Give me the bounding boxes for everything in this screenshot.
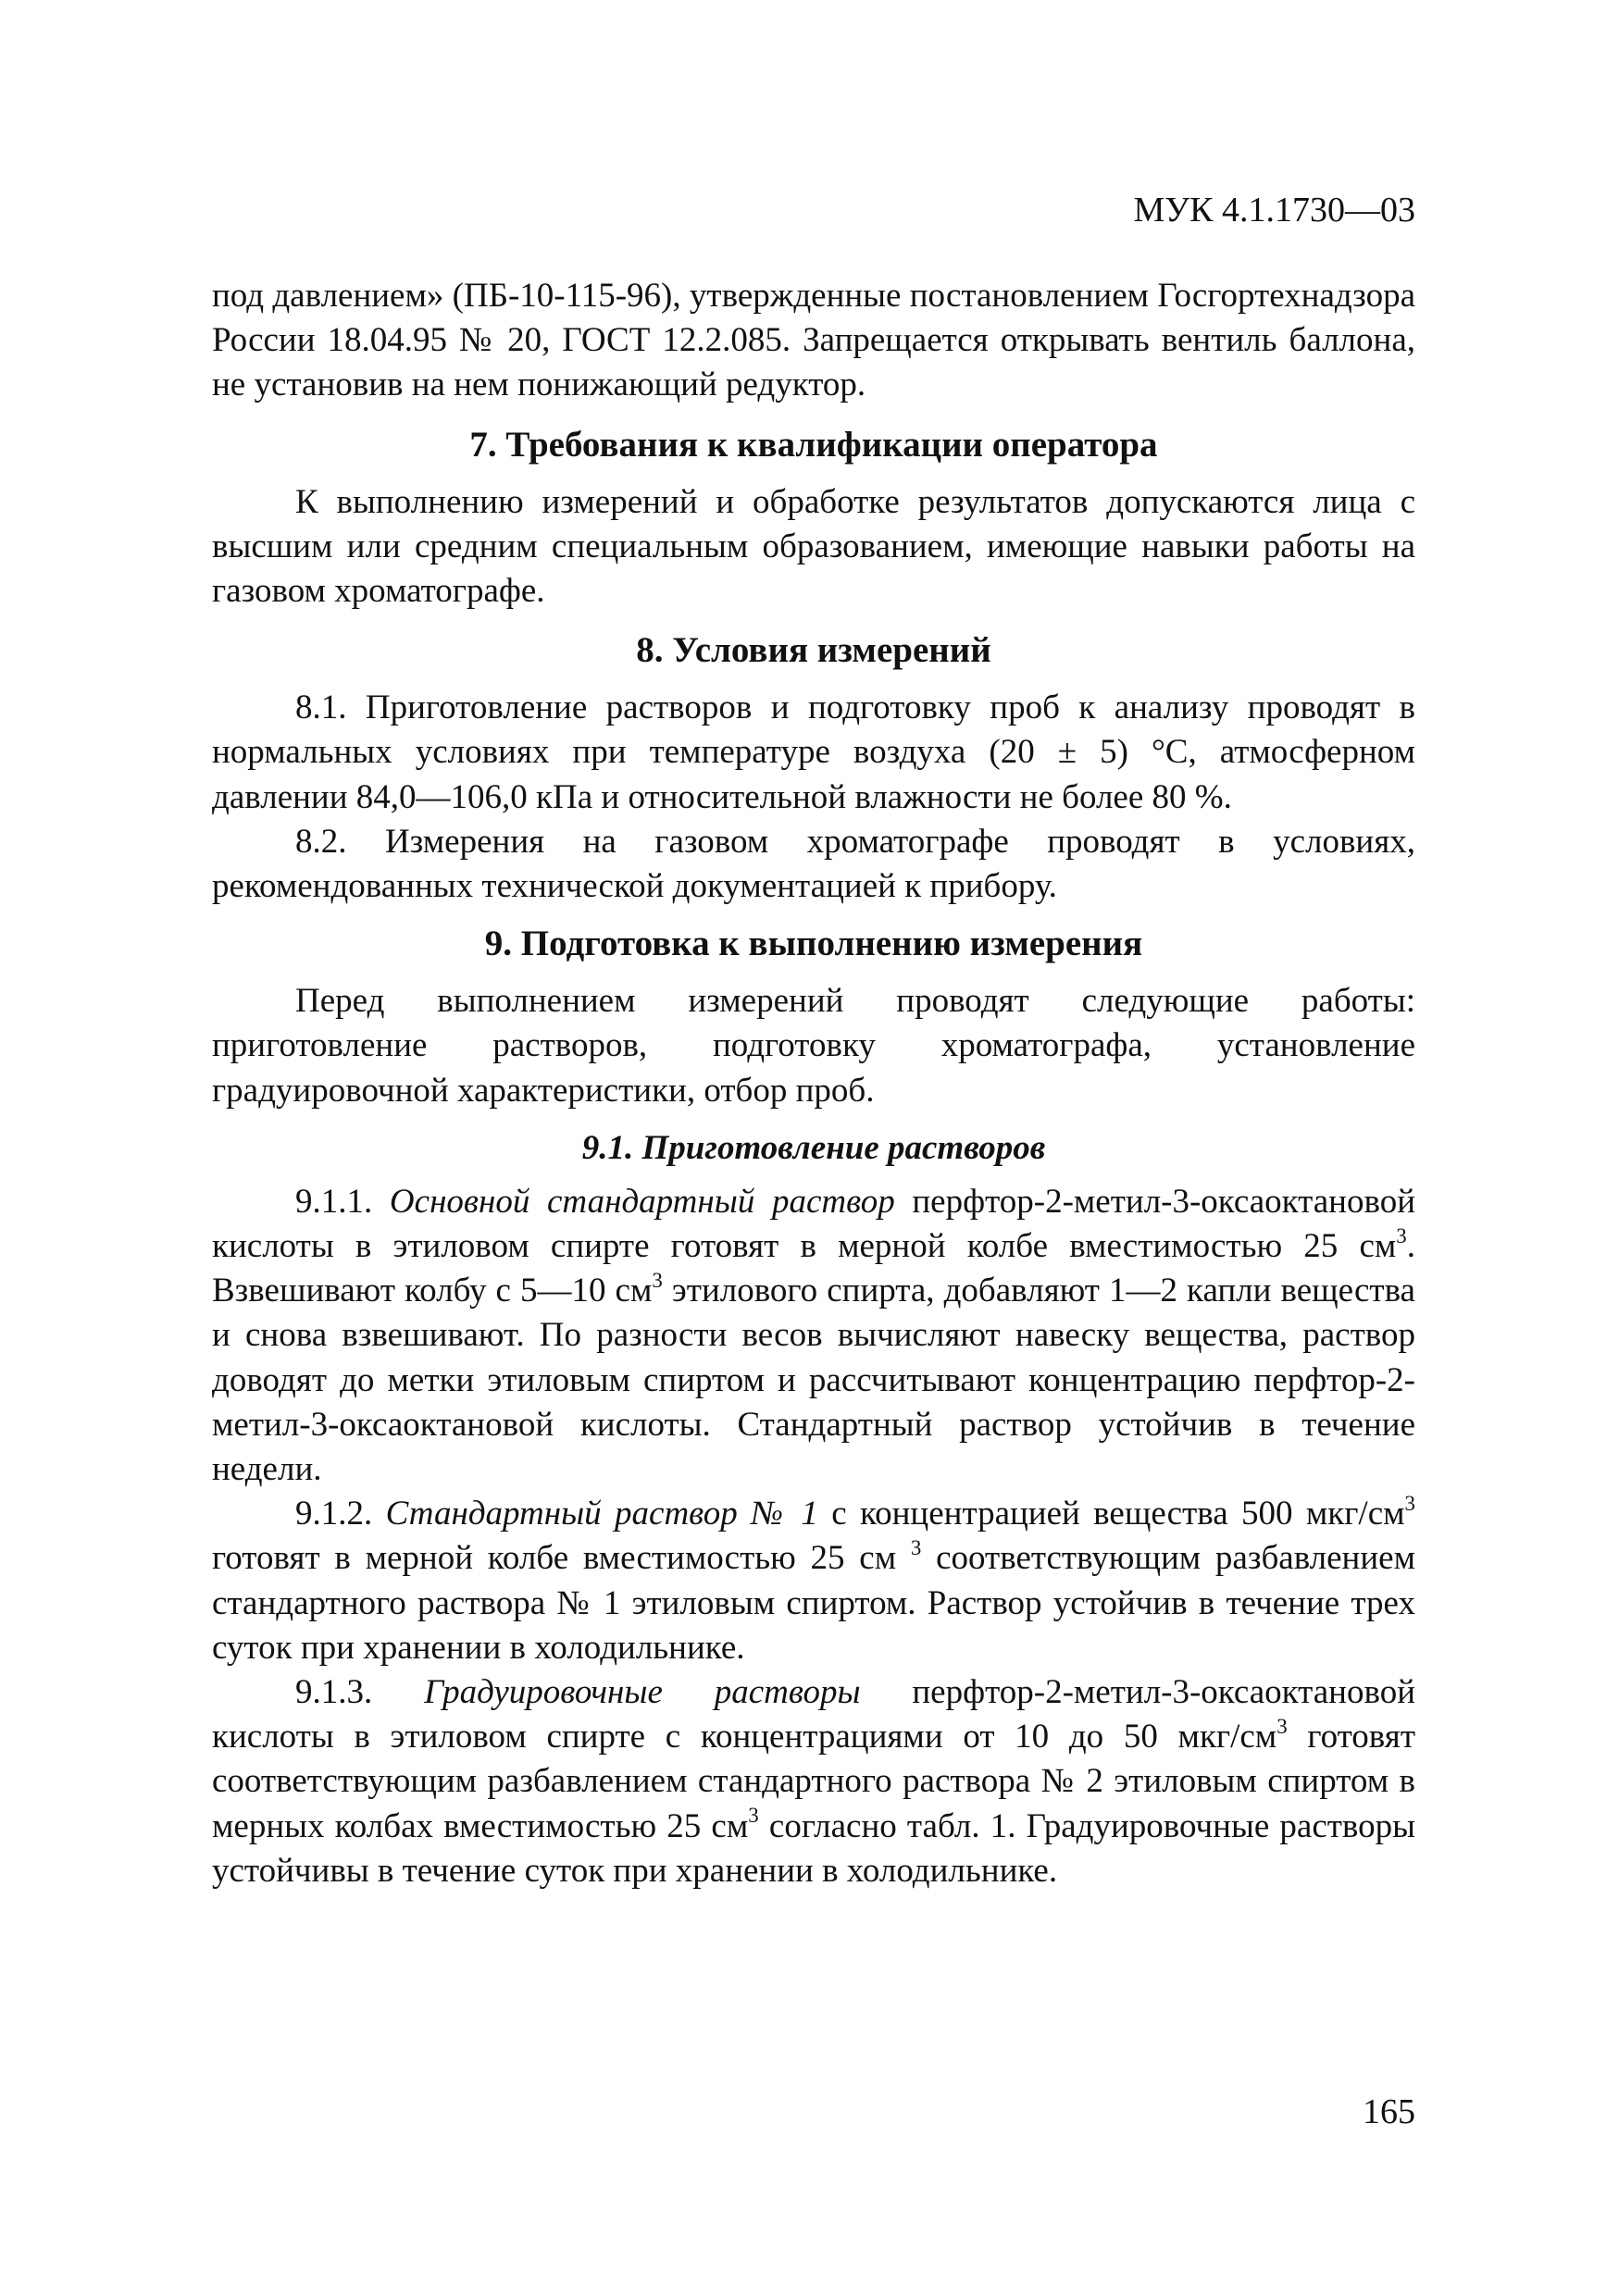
paragraph-8-2: 8.2. Измерения на газовом хроматографе проводят в условиях, рекомендованных технической документацией к прибору.	[212, 822, 1415, 906]
text-run: согласно табл. 1. Градуировочные растворы устойчивы в течение суток при хранении в холодильнике.	[212, 1806, 1415, 1890]
subsection-9-1-title: 9.1. Приготовление растворов	[581, 1128, 1046, 1167]
superscript: 3	[1396, 1223, 1407, 1247]
superscript: 3	[1277, 1714, 1288, 1738]
paragraph-9-1-3	[212, 1670, 1415, 1893]
paragraph-number: 9.1.1.	[295, 1182, 373, 1221]
text-run: готовят в мерной колбе вместимостью 25 см	[212, 1539, 911, 1578]
text-run: этилового спирта, добавляют 1—2 капли вещества и снова взвешивают. По разности весов вычисляют навеску вещества, раствор доводят до метки этиловым спиртом и рассчитывают концентрацию перфтор-2-метил-3-оксаоктановой кислоты. Стандартный раствор устойчив в течение недели.	[212, 1272, 1415, 1489]
superscript: 3	[652, 1268, 663, 1292]
text-run: . Взвешивают колбу с 5—10 см	[212, 1227, 1415, 1310]
paragraph-number: 9.1.2.	[295, 1495, 373, 1533]
page-number: 165	[1363, 2092, 1415, 2131]
text-run: соответствующим разбавлением стандартного раствора № 1 этиловым спиртом. Раствор устойчив в течение трех суток при хранении в холодильнике.	[212, 1539, 1415, 1667]
section-7-paragraph: К выполнению измерений и обработке результатов допускаются лица с высшим или средним специальным образованием, имеющие навыки работы на газовом хроматографе.	[212, 482, 1415, 611]
text-run: перфтор-2-метил-3-оксаоктановой кислоты в этиловом спирте готовят в мерной колбе вместимостью 25 см	[212, 1182, 1416, 1266]
text-run: перфтор-2-метил-3-оксаоктановой кислоты в этиловом спирте с концентрациями от 10 до 50 мкг/см	[212, 1673, 1416, 1756]
section-9-title: 9. Подготовка к выполнению измерения	[484, 924, 1143, 964]
running-header-doc-code: МУК 4.1.1730—03	[1133, 191, 1415, 230]
page-body	[212, 274, 1415, 1893]
section-7-title: 7. Требования к квалификации оператора	[469, 424, 1158, 465]
superscript: 3	[748, 1804, 759, 1828]
paragraph-9-1-1	[212, 1180, 1415, 1492]
term-italic: Стандартный раствор № 1	[385, 1495, 818, 1533]
text-run: готовят соответствующим разбавлением стандартного раствора № 2 этиловым спиртом в мерных колбах вместимостью 25 см	[212, 1718, 1415, 1845]
section-8-title: 8. Условия измерений	[636, 630, 991, 671]
term-italic: Градуировочные растворы	[424, 1673, 861, 1712]
term-italic: Основной стандартный раствор	[389, 1182, 895, 1221]
superscript: 3	[1404, 1491, 1416, 1515]
paragraph-8-1: 8.1. Приготовление растворов и подготовку проб к анализу проводят в нормальных условиях при температуре воздуха (20 ± 5) °С, атмосферном давлении 84,0—106,0 кПа и относительной влажности не более 80 %.	[212, 689, 1415, 816]
section-9-intro: Перед выполнением измерений проводят следующие работы: приготовление растворов, подготовку хроматографа, установление градуировочной характеристики, отбор проб.	[212, 982, 1415, 1110]
superscript: 3	[910, 1536, 922, 1560]
continuation-paragraph: под давлением» (ПБ-10-115-96), утвержденные постановлением Госгортехнадзора России 18.04.95 № 20, ГОСТ 12.2.085. Запрещается открывать вентиль баллона, не установив на нем понижающий редуктор.	[212, 277, 1415, 404]
text-run: с концентрацией вещества 500 мкг/см	[817, 1495, 1405, 1533]
paragraph-number: 9.1.3.	[295, 1673, 373, 1712]
paragraph-9-1-2	[212, 1492, 1415, 1670]
